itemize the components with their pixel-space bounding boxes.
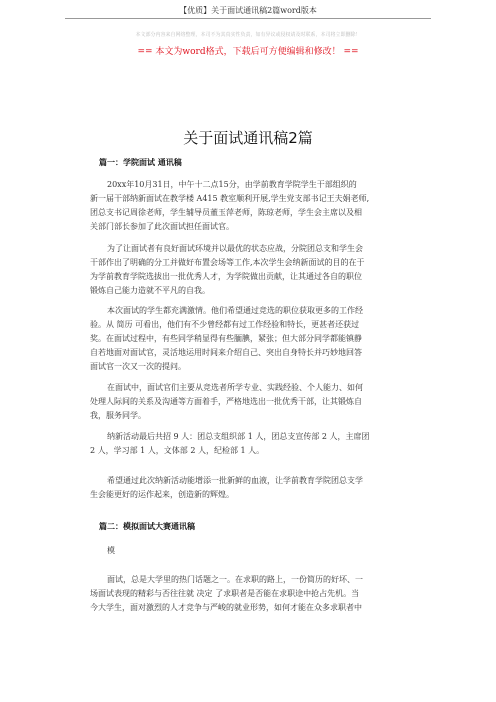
paragraph-line: 20xx年10月31日，中午十二点15分，由学前教育学院学生干部组织的 xyxy=(107,180,357,189)
stray-character: 模 xyxy=(107,546,115,555)
paragraph-line: 2 人，学习部 1 人，文体部 2 人，纪检部 1 人。 xyxy=(90,446,265,455)
paragraph-line: 验。从 简历 可看出，他们有不少曾经都有过工作经验和特长，更甚者还获过 xyxy=(90,320,360,329)
document-header-title: 【优质】关于面试通讯稿2篇word版本 xyxy=(179,6,317,15)
disclaimer-text: 本文部分内容来自网络整理，本司不为其真实性负责，如有异议或侵权请及时联系，本司将立即删除！ xyxy=(135,32,361,38)
paragraph-4 xyxy=(90,381,420,423)
paragraph-line: 面试，总是大学里的热门话题之一。在求职的路上，一份简历的好坏、一 xyxy=(107,575,363,584)
paragraph-line: 场面试表现的精彩与否往往就 决定 了求职者是否能在求职途中抢占先机。当 xyxy=(90,589,360,598)
paragraph-line: 干部作出了明确的分工并做好布置会场等工作,本次学生会纳新面试的目的在于 xyxy=(90,258,365,267)
paragraph-2 xyxy=(90,242,420,298)
paragraph-1 xyxy=(90,178,420,234)
paragraph-line: 生会能更好的运作起来，创造新的辉煌。 xyxy=(90,490,234,499)
paragraph-7 xyxy=(90,573,420,615)
paragraph-line: 在面试中，面试官们主要从竞选者所学专业、实践经验、个人能力、如何 xyxy=(107,383,363,392)
paragraph-line: 面试官一次又一次的提问。 xyxy=(90,362,186,371)
paragraph-line: 奖。在面试过程中，有些同学稍显得有些腼腆，紧张；但大部分同学都能镇静 xyxy=(90,334,362,343)
header-divider xyxy=(65,18,431,19)
paragraph-line: 希望通过此次纳新活动能增添一批新鲜的血液，让学前教育学院团总支学 xyxy=(107,476,363,485)
paragraph-line: 为了让面试者有良好面试环境并以最优的状态应战，分院团总支和学生会 xyxy=(107,244,363,253)
section-heading-1: 篇一：学院面试 通讯稿 xyxy=(99,158,182,167)
section-heading-2: 篇二：模拟面试大赛通讯稿 xyxy=(99,522,195,531)
paragraph-line: 自若地面对面试官，灵活地运用时间来介绍自己、突出自身特长并巧妙地回答 xyxy=(90,348,362,357)
paragraph-3 xyxy=(90,304,420,374)
paragraph-line: 今大学生，面对激烈的人才竞争与严峻的就业形势，如何才能在众多求职者中 xyxy=(90,603,362,612)
format-notice: == 本文为word格式，下载后可方便编辑和修改！ == xyxy=(137,47,359,57)
paragraph-line: 我，服务同学。 xyxy=(90,411,146,420)
paragraph-6 xyxy=(90,474,420,502)
paragraph-line: 为学前教育学院选拔出一批优秀人才，为学院做出贡献，让其通过各自的职位 xyxy=(90,272,362,281)
paragraph-5 xyxy=(90,430,420,458)
paragraph-line: 团总支书记周徐老师，学生辅导员董玉萍老师，陈琼老师，学生会主席以及相 xyxy=(90,208,362,217)
paragraph-line: 纳新活动最后共招 9 人：团总支组织部 1 人，团总支宣传部 2 人，主席团 xyxy=(107,432,370,441)
paragraph-line: 新一届干部纳新面试在教学楼 A415 教室顺利开展,学生党支部书记王夫娟老师, xyxy=(90,194,370,203)
paragraph-line: 本次面试的学生都充满激情。他们希望通过竞选的职位获取更多的工作经 xyxy=(107,306,363,315)
paragraph-line: 关部门部长参加了此次面试担任面试官。 xyxy=(90,222,234,231)
paragraph-line: 锻炼自己能力造就不平凡的自我。 xyxy=(90,286,210,295)
paragraph-line: 处理人际间的关系及沟通等方面着手，严格地选出一批优秀干部，让其锻炼自 xyxy=(90,397,362,406)
document-title: 关于面试通讯稿2篇 xyxy=(183,129,313,147)
